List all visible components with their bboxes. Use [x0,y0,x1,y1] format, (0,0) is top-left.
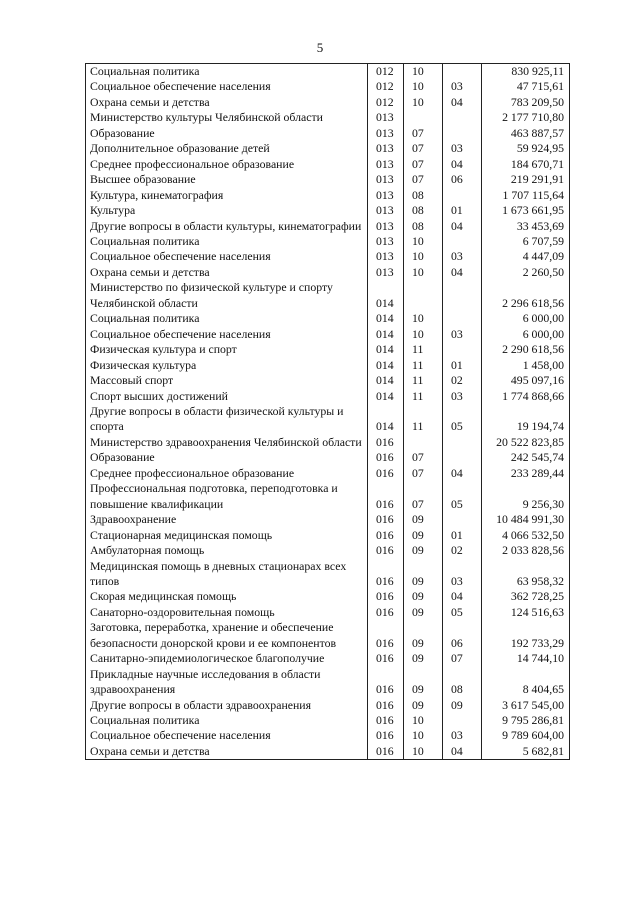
row-grbs-code: 013 [368,110,404,125]
table-row [86,110,570,125]
row-amount: 6 707,59 [482,234,570,249]
row-grbs-code: 013 [368,126,404,141]
row-subsection-code: 03 [443,327,482,342]
row-section-code: 10 [404,265,443,280]
row-grbs-code: 016 [368,698,404,713]
table-row [86,728,570,743]
budget-table [85,63,570,760]
row-name: Среднее профессиональное образование [86,157,368,172]
row-grbs-code: 013 [368,172,404,187]
row-name: Высшее образование [86,172,368,187]
row-amount: 1 707 115,64 [482,188,570,203]
row-section-code: 10 [404,234,443,249]
row-name: Санаторно-оздоровительная помощь [86,605,368,620]
row-section-code [404,435,443,450]
row-grbs-code: 014 [368,342,404,357]
row-name: Среднее профессиональное образование [86,466,368,481]
row-subsection-code: 01 [443,528,482,543]
row-name: Массовый спорт [86,373,368,388]
row-name: Скорая медицинская помощь [86,589,368,604]
row-section-code: 08 [404,203,443,218]
row-subsection-code: 04 [443,219,482,234]
row-grbs-code: 014 [368,280,404,311]
table-row [86,450,570,465]
row-name: Социальное обеспечение населения [86,79,368,94]
row-name: Амбулаторная помощь [86,543,368,558]
row-name: Охрана семьи и детства [86,744,368,760]
row-grbs-code: 014 [368,327,404,342]
row-name: Социальная политика [86,713,368,728]
table-row [86,698,570,713]
row-name: Физическая культура [86,358,368,373]
row-grbs-code: 013 [368,265,404,280]
row-subsection-code [443,342,482,357]
row-amount: 10 484 991,30 [482,512,570,527]
row-section-code: 10 [404,327,443,342]
row-name: Министерство по физической культуре и спорту Челябинской области [86,280,368,311]
row-name: Социальное обеспечение населения [86,327,368,342]
row-amount: 463 887,57 [482,126,570,141]
row-name: Другие вопросы в области культуры, кинематографии [86,219,368,234]
row-grbs-code: 016 [368,589,404,604]
table-row [86,358,570,373]
row-subsection-code: 03 [443,389,482,404]
row-grbs-code: 016 [368,728,404,743]
table-row [86,512,570,527]
row-grbs-code: 016 [368,744,404,760]
table-row [86,126,570,141]
row-amount: 9 795 286,81 [482,713,570,728]
table-row [86,79,570,94]
row-grbs-code: 014 [368,311,404,326]
row-section-code: 09 [404,512,443,527]
row-name: Санитарно-эпидемиологическое благополучие [86,651,368,666]
row-name: Спорт высших достижений [86,389,368,404]
row-name: Образование [86,450,368,465]
row-name: Прикладные научные исследования в области здравоохранения [86,667,368,698]
row-subsection-code: 04 [443,265,482,280]
row-name: Культура [86,203,368,218]
row-amount: 362 728,25 [482,589,570,604]
row-subsection-code [443,435,482,450]
row-subsection-code [443,713,482,728]
row-section-code: 09 [404,605,443,620]
row-amount: 9 789 604,00 [482,728,570,743]
row-subsection-code: 02 [443,373,482,388]
row-amount: 242 545,74 [482,450,570,465]
row-grbs-code: 013 [368,219,404,234]
row-section-code: 07 [404,172,443,187]
row-subsection-code: 08 [443,667,482,698]
row-section-code: 07 [404,157,443,172]
row-grbs-code: 014 [368,389,404,404]
row-amount: 2 260,50 [482,265,570,280]
row-amount: 59 924,95 [482,141,570,156]
row-grbs-code: 016 [368,620,404,651]
row-grbs-code: 013 [368,141,404,156]
row-grbs-code: 016 [368,651,404,666]
table-row [86,620,570,651]
row-name: Образование [86,126,368,141]
row-amount: 4 447,09 [482,249,570,264]
row-subsection-code [443,110,482,125]
row-subsection-code: 09 [443,698,482,713]
table-row [86,203,570,218]
row-amount: 9 256,30 [482,481,570,512]
row-section-code: 11 [404,389,443,404]
row-section-code: 10 [404,249,443,264]
row-grbs-code: 016 [368,667,404,698]
row-amount: 14 744,10 [482,651,570,666]
row-name: Дополнительное образование детей [86,141,368,156]
row-amount: 5 682,81 [482,744,570,760]
table-row [86,744,570,760]
row-section-code: 10 [404,713,443,728]
row-section-code: 09 [404,667,443,698]
table-row [86,528,570,543]
row-amount: 47 715,61 [482,79,570,94]
row-name: Социальная политика [86,311,368,326]
row-name: Охрана семьи и детства [86,95,368,110]
table-row [86,95,570,110]
table-row [86,342,570,357]
row-grbs-code: 013 [368,203,404,218]
row-subsection-code [443,126,482,141]
row-grbs-code: 014 [368,404,404,435]
row-name: Здравоохранение [86,512,368,527]
row-grbs-code: 012 [368,64,404,80]
row-section-code: 07 [404,481,443,512]
row-grbs-code: 016 [368,713,404,728]
row-grbs-code: 016 [368,559,404,590]
row-amount: 124 516,63 [482,605,570,620]
row-section-code: 11 [404,404,443,435]
row-subsection-code [443,280,482,311]
row-section-code: 09 [404,651,443,666]
row-grbs-code: 016 [368,450,404,465]
row-amount: 2 033 828,56 [482,543,570,558]
row-section-code [404,110,443,125]
row-name: Другие вопросы в области физической культуры и спорта [86,404,368,435]
row-section-code: 10 [404,311,443,326]
row-amount: 192 733,29 [482,620,570,651]
row-name: Социальное обеспечение населения [86,249,368,264]
row-grbs-code: 013 [368,249,404,264]
row-name: Стационарная медицинская помощь [86,528,368,543]
row-name: Социальная политика [86,64,368,80]
row-section-code: 07 [404,466,443,481]
row-name: Социальное обеспечение населения [86,728,368,743]
row-section-code: 08 [404,188,443,203]
row-amount: 783 209,50 [482,95,570,110]
table-row [86,466,570,481]
row-grbs-code: 012 [368,95,404,110]
row-amount: 233 289,44 [482,466,570,481]
table-row [86,327,570,342]
row-subsection-code: 03 [443,728,482,743]
row-subsection-code [443,188,482,203]
row-amount: 2 296 618,56 [482,280,570,311]
row-name: Министерство здравоохранения Челябинской области [86,435,368,450]
row-grbs-code: 016 [368,543,404,558]
row-subsection-code: 05 [443,481,482,512]
row-subsection-code: 04 [443,466,482,481]
row-subsection-code [443,450,482,465]
table-row [86,713,570,728]
table-row [86,651,570,666]
row-amount: 19 194,74 [482,404,570,435]
table-row [86,265,570,280]
table-row [86,188,570,203]
row-subsection-code: 02 [443,543,482,558]
table-row [86,234,570,249]
row-amount: 3 617 545,00 [482,698,570,713]
row-section-code: 09 [404,543,443,558]
table-row [86,249,570,264]
row-subsection-code: 04 [443,95,482,110]
row-subsection-code: 03 [443,141,482,156]
row-subsection-code: 04 [443,157,482,172]
row-section-code [404,280,443,311]
table-row [86,435,570,450]
table-row [86,280,570,311]
row-amount: 8 404,65 [482,667,570,698]
row-section-code: 09 [404,698,443,713]
row-grbs-code: 016 [368,466,404,481]
row-section-code: 11 [404,373,443,388]
table-row [86,559,570,590]
row-amount: 495 097,16 [482,373,570,388]
row-section-code: 11 [404,358,443,373]
row-subsection-code: 03 [443,559,482,590]
row-subsection-code: 06 [443,172,482,187]
row-section-code: 09 [404,589,443,604]
row-grbs-code: 013 [368,234,404,249]
row-subsection-code [443,311,482,326]
table-row [86,389,570,404]
row-subsection-code: 01 [443,203,482,218]
row-section-code: 08 [404,219,443,234]
row-amount: 219 291,91 [482,172,570,187]
row-subsection-code [443,234,482,249]
row-grbs-code: 016 [368,528,404,543]
row-amount: 20 522 823,85 [482,435,570,450]
row-subsection-code [443,512,482,527]
row-section-code: 09 [404,559,443,590]
row-name: Министерство культуры Челябинской области [86,110,368,125]
table-row [86,481,570,512]
row-amount: 2 177 710,80 [482,110,570,125]
row-name: Заготовка, переработка, хранение и обеспечение безопасности донорской крови и ее компонентов [86,620,368,651]
row-grbs-code: 016 [368,605,404,620]
row-grbs-code: 014 [368,358,404,373]
row-subsection-code: 05 [443,605,482,620]
row-section-code: 07 [404,126,443,141]
table-row [86,404,570,435]
row-subsection-code: 01 [443,358,482,373]
row-section-code: 10 [404,95,443,110]
row-name: Профессиональная подготовка, переподготовка и повышение квалификации [86,481,368,512]
page-number: 5 [316,40,324,55]
row-section-code: 10 [404,728,443,743]
table-row [86,219,570,234]
row-subsection-code: 03 [443,79,482,94]
table-row [86,311,570,326]
table-row [86,605,570,620]
row-subsection-code: 03 [443,249,482,264]
row-amount: 2 290 618,56 [482,342,570,357]
table-row [86,141,570,156]
table-row [86,157,570,172]
row-subsection-code: 07 [443,651,482,666]
row-grbs-code: 012 [368,79,404,94]
row-amount: 6 000,00 [482,311,570,326]
row-amount: 1 673 661,95 [482,203,570,218]
row-subsection-code: 04 [443,744,482,760]
row-grbs-code: 016 [368,481,404,512]
table-row [86,64,570,80]
row-amount: 184 670,71 [482,157,570,172]
row-name: Медицинская помощь в дневных стационарах всех типов [86,559,368,590]
row-name: Другие вопросы в области здравоохранения [86,698,368,713]
row-subsection-code: 06 [443,620,482,651]
row-amount: 63 958,32 [482,559,570,590]
table-row [86,543,570,558]
row-subsection-code: 04 [443,589,482,604]
row-name: Культура, кинематография [86,188,368,203]
row-section-code: 07 [404,450,443,465]
row-section-code: 09 [404,528,443,543]
row-amount: 6 000,00 [482,327,570,342]
row-section-code: 09 [404,620,443,651]
row-grbs-code: 013 [368,157,404,172]
table-body [86,64,570,760]
row-amount: 4 066 532,50 [482,528,570,543]
row-section-code: 10 [404,64,443,80]
row-grbs-code: 013 [368,188,404,203]
row-section-code: 10 [404,79,443,94]
row-section-code: 11 [404,342,443,357]
row-amount: 1 774 868,66 [482,389,570,404]
row-grbs-code: 016 [368,435,404,450]
row-amount: 1 458,00 [482,358,570,373]
row-subsection-code: 05 [443,404,482,435]
row-subsection-code [443,64,482,80]
table-row [86,667,570,698]
row-section-code: 10 [404,744,443,760]
row-name: Охрана семьи и детства [86,265,368,280]
row-amount: 830 925,11 [482,64,570,80]
table-row [86,589,570,604]
row-grbs-code: 016 [368,512,404,527]
table-row [86,373,570,388]
row-name: Физическая культура и спорт [86,342,368,357]
row-amount: 33 453,69 [482,219,570,234]
row-grbs-code: 014 [368,373,404,388]
row-section-code: 07 [404,141,443,156]
row-name: Социальная политика [86,234,368,249]
table-row [86,172,570,187]
